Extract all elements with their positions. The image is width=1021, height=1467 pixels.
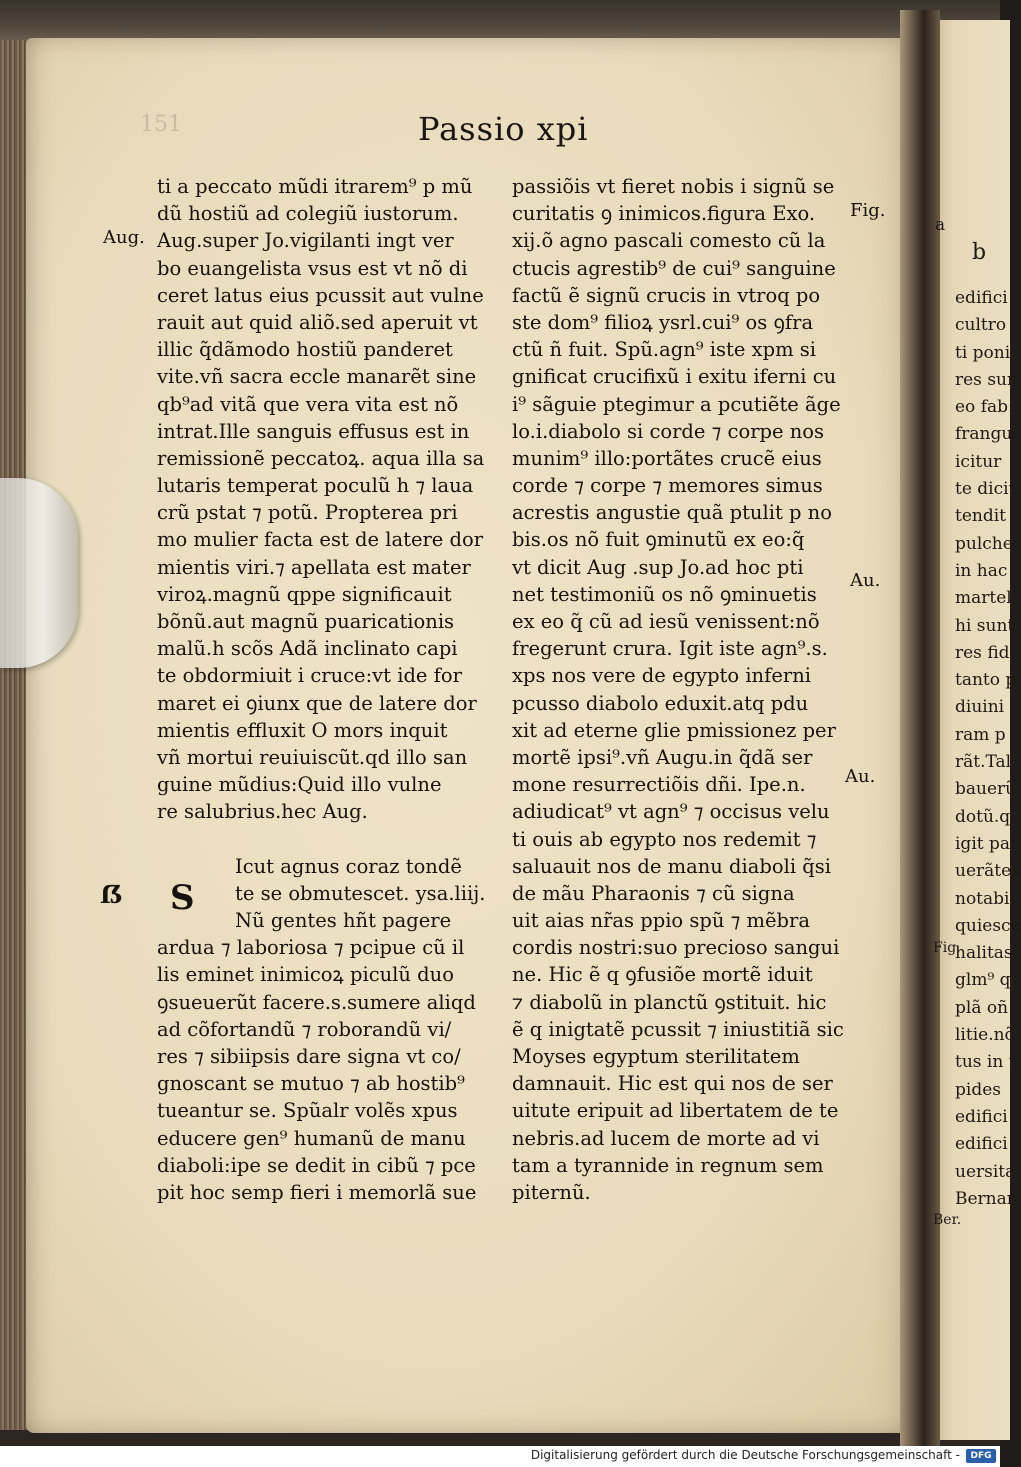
text-line: mone resurrectiõis dñi. Ipe.n. [512,773,806,797]
text-line: mientis viri.⁊ apellata est mater [157,555,471,579]
marginal-note-au: Au. [850,570,881,591]
text-line: ⁊ diabolũ in planctũ ꝯstituit. hic [512,990,827,1014]
text-line: re salubrius.hec Aug. [157,800,368,824]
text-line: factũ ẽ signũ crucis in vtroq po [512,283,821,307]
text-line: ceret latus eius pcussit aut vulne [157,283,484,307]
facing-page-line: quiesce [955,915,1021,936]
facing-page-letter: a [935,215,946,235]
facing-page-line: dotũ.q [955,806,1011,827]
facing-page-line: glm⁹ q [955,970,1011,991]
facing-page-line: martel [955,588,1012,609]
facing-page-line: bauerũ [955,779,1017,800]
marginal-note-fig: Fig. [850,200,886,221]
facing-page-line: icitur [955,451,1002,472]
text-line: bis.os nõ fuit ꝯminutũ ex eo:q̃ [512,528,805,552]
dfg-logo: DFG [966,1449,996,1463]
facing-page-line: in hac [955,560,1008,581]
book-gutter [900,10,940,1446]
text-line: Moyses egyptum sterilitatem [512,1045,800,1068]
book-top-edge [0,0,1000,42]
text-line: lo.i.diabolo si corde ⁊ corpe nos [512,419,825,443]
text-line: intrat.Ille sanguis effusus est in [157,419,470,443]
text-line: uitute eripuit ad libertatem de te [512,1099,839,1123]
footer-credit: Digitalisierung gefördert durch die Deutsche Forschungsgemeinschaft - [530,1448,960,1462]
text-line: munim⁹ illo:portãtes crucẽ eius [512,446,822,470]
guide-letter: ẞ [100,880,123,909]
text-line: net testimoniũ os nõ ꝯminuetis [512,582,817,606]
text-line: qb⁹ad vitã que vera vita est nõ [157,392,459,416]
facing-page-line: litie.nõ [955,1025,1015,1046]
facing-page-line: plã oñ [955,997,1009,1018]
text-line: pcusso diabolo eduxit.atq pdu [512,691,809,715]
text-line: diaboli:ipe se dedit in cibũ ⁊ pce [157,1153,476,1177]
text-line: passiõis vt fieret nobis i signũ se [512,175,835,198]
facing-page-line: notabil [955,888,1015,909]
facing-page-line: tanto p [955,670,1017,691]
facing-page-text [955,285,1021,1213]
facing-page-line: ram p [955,724,1006,745]
facing-page-line: rãt.Tal [955,752,1012,773]
text-line: tueantur se. Spũalr volẽs xpus [157,1099,458,1123]
page-holder-clip [0,478,78,668]
facing-page-line: te dicit [955,479,1016,500]
text-line: Aug.super Jo.vigilanti ingt ver [157,229,454,253]
facing-page-line: edifici [955,288,1008,308]
facing-page-line: pulche [955,533,1013,554]
text-line: piternũ. [512,1180,591,1204]
facing-page-line: cultro [955,315,1007,336]
text-line: xps nos vere de egypto inferni [512,664,811,688]
text-line: ctũ ñ fuit. Spũ.agn⁹ iste xpm si [512,338,817,362]
facing-page-line: tus in t [955,1052,1016,1073]
text-line: xij.õ agno pascali comesto cũ la [512,229,826,253]
text-line: rauit aut quid aliõ.sed aperuit vt [157,310,478,334]
facing-page-marginal-fig: Fig. [933,940,961,956]
text-line: xit ad eterne glie pmissionez per [512,718,836,742]
text-line: ꝯsueuerũt facere.s.sumere aliqd [157,990,476,1014]
text-line: te se obmutescet. ysa.liij. [235,881,486,905]
right-text-column [512,173,847,1206]
facing-page-line: res sur [955,369,1016,390]
text-line: maret ei ꝯiunx que de latere dor [157,691,477,715]
text-line: acrestis angustie quã ptulit p no [512,501,832,525]
text-line: corde ⁊ corpe ⁊ memores simus [512,474,823,498]
text-line: mientis effluxit O mors inquit [157,718,448,742]
text-line: gnoscant se mutuo ⁊ ab hostib⁹ [157,1072,465,1096]
text-line: fregerunt crura. Igit iste agn⁹.s. [512,637,828,661]
text-line: saluauit nos de manu diaboli q̃si [512,854,832,878]
text-line: mo mulier facta est de latere dor [157,528,484,552]
text-line: vñ mortui reuiuiscũt.qd illo san [157,745,468,769]
text-line: i⁹ sãguie ptegimur a pcutiẽte ãge [512,392,841,416]
facing-page-marginal-ber: Ber. [933,1212,962,1228]
text-line: ex eo q̃ cũ ad iesũ venissent:nõ [512,610,820,633]
text-line: bõnũ.aut magnũ puaricationis [157,610,455,633]
text-line [157,826,502,853]
running-title: Passio xpi [418,110,589,148]
text-line: Icut agnus coraz tondẽ [235,854,462,878]
facing-page-line: frangu [955,424,1013,445]
facing-page-line: hi sunt [955,615,1015,636]
facing-page-line: uerãtes [955,861,1020,882]
facing-page-head: b [972,240,987,265]
facing-page-line: edifici [955,1134,1008,1155]
text-line: lis eminet inimicoꝝ piculũ duo [157,963,454,987]
text-line: remissionẽ peccatoꝝ. aqua illa sa [157,446,485,470]
text-line: guine mũdius:Quid illo vulne [157,773,442,797]
text-line: lutaris temperat poculũ h ⁊ laua [157,474,474,498]
text-line: ti ouis ab egypto nos redemit ⁊ [512,827,817,851]
faint-folio-number: 151 [140,112,182,137]
initial-capital: S [170,878,195,918]
text-line: Nũ gentes hñt pagere [235,909,452,933]
facing-page-line: tendit [955,506,1006,527]
text-line: nebris.ad lucem de morte ad vi [512,1126,820,1150]
text-line: gnificat crucifixũ i exitu iferni cu [512,365,837,389]
facing-page-line: halitas [955,943,1013,964]
text-line: uit aias nr̃as ppio spũ ⁊ mẽbra [512,909,810,933]
facing-page-line: Bernar [955,1188,1015,1209]
facing-page-line: diuini [955,697,1005,718]
facing-page-line: edifici [955,1106,1008,1127]
text-line: viroꝝ.magnũ qppe significauit [157,582,452,606]
text-line: de mãu Pharaonis ⁊ cũ signa [512,881,795,905]
text-line: dũ hostiũ ad colegiũ iustorum. [157,202,459,226]
facing-page-line: eo fab: [955,397,1014,418]
text-line: ctucis agrestib⁹ de cui⁹ sanguine [512,256,836,280]
text-line: ti a peccato mũdi itrarem⁹ p mũ [157,175,473,198]
text-line: res ⁊ sibiipsis dare signa vt co/ [157,1045,461,1068]
text-line: illic q̃dãmodo hostiũ panderet [157,338,453,362]
text-line: damnauit. Hic est qui nos de ser [512,1072,833,1096]
text-line: ardua ⁊ laboriosa ⁊ pcipue cũ il [157,936,465,960]
text-line: educere gen⁹ humanũ de manu [157,1126,466,1150]
text-line: mortẽ ipsi⁹.vñ Augu.in q̃dã ser [512,745,813,769]
facing-page-line: res fide [955,642,1020,663]
facing-page-line: igit pat [955,833,1017,854]
facing-page-line: uersita [955,1161,1016,1182]
text-line: tam a tyrannide in regnum sem [512,1153,824,1177]
left-text-column [157,173,502,1206]
marginal-note-aug: Aug. [103,227,145,248]
text-line: ne. Hic ẽ q ꝯfusiõe mortẽ iduit [512,963,813,987]
text-line: malũ.h scõs Adã inclinato capi [157,637,458,661]
facing-page-line: ti poni [955,342,1011,363]
text-line: vite.vñ sacra eccle manarẽt sine [157,365,477,389]
text-line: crũ pstat ⁊ potũ. Propterea pri [157,501,458,525]
text-line: vt dicit Aug .sup Jo.ad hoc pti [512,555,804,579]
text-line: bo euangelista vsus est vt nõ di [157,256,468,280]
text-line: pit hoc semp fieri i memorlã sue [157,1180,477,1204]
text-line: ste dom⁹ filioꝝ ysrl.cui⁹ os ꝯfra [512,310,814,334]
marginal-note-au-2: Au. [845,766,876,787]
text-line: ad cõfortandũ ⁊ roborandũ vi/ [157,1017,452,1041]
text-line: cordis nostri:suo precioso sangui [512,936,840,960]
facing-page-line: pides [955,1079,1001,1100]
footer-bar [0,1446,1000,1467]
text-line: curitatis ꝯ inimicos.figura Exo. [512,202,816,226]
text-line: adiudicat⁹ vt agn⁹ ⁊ occisus velu [512,800,830,824]
text-line: te obdormiuit i cruce:vt ide for [157,664,462,688]
text-line: ẽ q inigtatẽ pcussit ⁊ iniustitiã sic [512,1017,844,1041]
